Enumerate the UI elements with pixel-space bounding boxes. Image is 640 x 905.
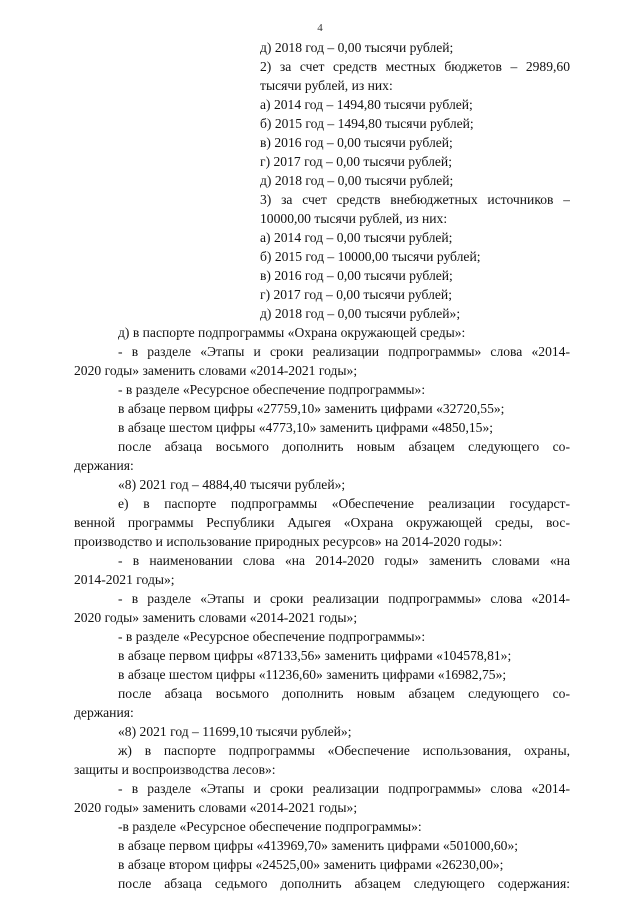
text-line: после абзаца восьмого дополнить новым абзацем следующего со- bbox=[118, 686, 570, 701]
text-line: а) 2014 год – 0,00 тысячи рублей; bbox=[260, 230, 453, 245]
text-line: д) в паспорте подпрограммы «Охрана окружающей среды»: bbox=[118, 325, 466, 340]
text-line: «8) 2021 год – 4884,40 тысячи рублей»; bbox=[118, 477, 346, 492]
text-line: после абзаца седьмого дополнить абзацем следующего содержания: bbox=[118, 876, 570, 891]
text-line: 2) за счет средств местных бюджетов – 2989,60 bbox=[260, 59, 570, 74]
text-line: защиты и воспроизводства лесов»: bbox=[74, 762, 276, 777]
text-line: держания: bbox=[74, 458, 134, 473]
text-line: - в наименовании слова «на 2014-2020 годы» заменить словами «на bbox=[118, 553, 570, 568]
text-line: б) 2015 год – 10000,00 тысячи рублей; bbox=[260, 249, 481, 264]
text-line: держания: bbox=[74, 705, 134, 720]
text-line: г) 2017 год – 0,00 тысячи рублей; bbox=[260, 287, 452, 302]
text-line: 3) за счет средств внебюджетных источников – bbox=[260, 192, 570, 207]
text-line: е) в паспорте подпрограммы «Обеспечение реализации государст- bbox=[118, 496, 570, 511]
text-line: ж) в паспорте подпрограммы «Обеспечение использования, охраны, bbox=[118, 743, 570, 758]
text-line: в абзаце первом цифры «413969,70» заменить цифрами «501000,60»; bbox=[118, 838, 519, 853]
text-line: 2020 годы» заменить словами «2014-2021 годы»; bbox=[74, 363, 358, 378]
text-line: в) 2016 год – 0,00 тысячи рублей; bbox=[260, 135, 453, 150]
text-line: в абзаце первом цифры «27759,10» заменить цифрами «32720,55»; bbox=[118, 401, 505, 416]
text-line: в абзаце шестом цифры «11236,60» заменить цифрами «16982,75»; bbox=[118, 667, 507, 682]
text-line: - в разделе «Ресурсное обеспечение подпрограммы»: bbox=[118, 629, 426, 644]
text-line: -в разделе «Ресурсное обеспечение подпрограммы»: bbox=[118, 819, 422, 834]
text-line: 10000,00 тысячи рублей, из них: bbox=[260, 211, 448, 226]
text-line: «8) 2021 год – 11699,10 тысячи рублей»; bbox=[118, 724, 352, 739]
text-line: в абзаце втором цифры «24525,00» заменить цифрами «26230,00»; bbox=[118, 857, 504, 872]
text-line: в) 2016 год – 0,00 тысячи рублей; bbox=[260, 268, 453, 283]
text-line: а) 2014 год – 1494,80 тысячи рублей; bbox=[260, 97, 473, 112]
text-line: - в разделе «Этапы и сроки реализации подпрограммы» слова «2014- bbox=[118, 781, 570, 796]
text-line: венной программы Республики Адыгея «Охрана окружающей среды, вос- bbox=[74, 515, 570, 530]
text-line: - в разделе «Этапы и сроки реализации подпрограммы» слова «2014- bbox=[118, 591, 570, 606]
text-line: 2020 годы» заменить словами «2014-2021 годы»; bbox=[74, 800, 358, 815]
text-line: - в разделе «Этапы и сроки реализации подпрограммы» слова «2014- bbox=[118, 344, 570, 359]
text-line: тысячи рублей, из них: bbox=[260, 78, 393, 93]
text-line: г) 2017 год – 0,00 тысячи рублей; bbox=[260, 154, 452, 169]
text-line: д) 2018 год – 0,00 тысячи рублей; bbox=[260, 173, 454, 188]
text-line: после абзаца восьмого дополнить новым абзацем следующего со- bbox=[118, 439, 570, 454]
text-line: д) 2018 год – 0,00 тысячи рублей»; bbox=[260, 306, 461, 321]
text-line: б) 2015 год – 1494,80 тысячи рублей; bbox=[260, 116, 474, 131]
text-line: производство и использование природных ресурсов» на 2014-2020 годы»: bbox=[74, 534, 503, 549]
text-line: - в разделе «Ресурсное обеспечение подпрограммы»: bbox=[118, 382, 426, 397]
text-line: 2014-2021 годы»; bbox=[74, 572, 175, 587]
text-line: в абзаце первом цифры «87133,56» заменить цифрами «104578,81»; bbox=[118, 648, 512, 663]
text-line: 2020 годы» заменить словами «2014-2021 годы»; bbox=[74, 610, 358, 625]
text-line: в абзаце шестом цифры «4773,10» заменить цифрами «4850,15»; bbox=[118, 420, 494, 435]
page-number: 4 bbox=[317, 22, 323, 34]
text-line: д) 2018 год – 0,00 тысячи рублей; bbox=[260, 40, 454, 55]
